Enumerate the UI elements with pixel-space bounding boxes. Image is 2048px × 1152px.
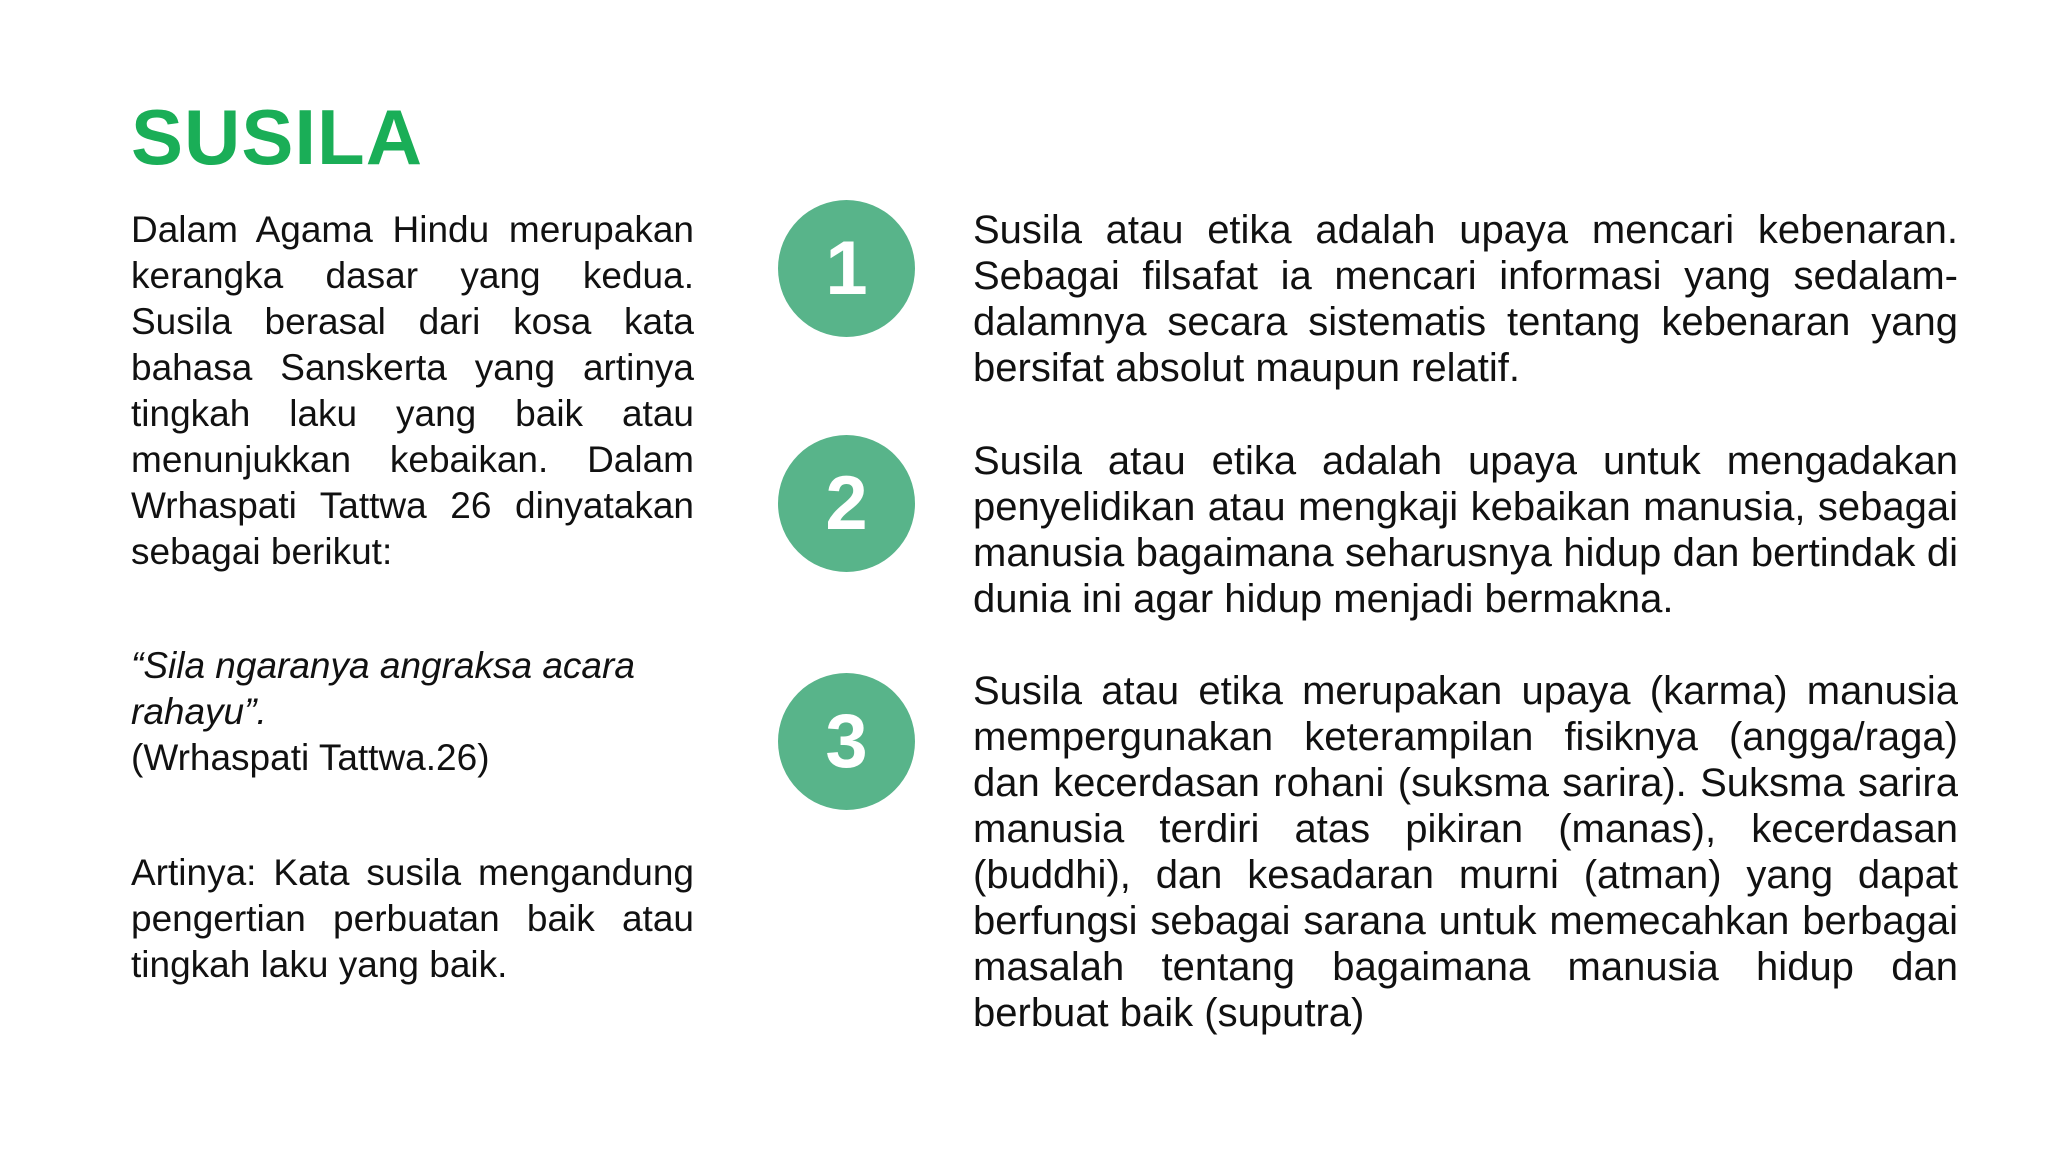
quote-source: (Wrhaspati Tattwa.26) bbox=[131, 737, 490, 778]
point-text-3: Susila atau etika merupakan upaya (karma) manusia mempergunakan keterampilan fisiknya (angga/raga) dan kecerdasan rohani (suksma sarira). Suksma sarira manusia terdiri atas pikiran (manas), kecerdasan (buddhi), dan kesadaran murni (atman) yang dapat berfungsi sebagai sarana untuk memecahkan berbagai masalah tentang bagaimana manusia hidup dan berbuat baik (suputra) bbox=[973, 669, 1958, 1035]
intro-section bbox=[131, 207, 694, 575]
intro-paragraph: Dalam Agama Hindu merupakan kerangka dasar yang kedua. Susila berasal dari kosa kata bahasa Sanskerta yang artinya tingkah laku yang baik atau menunjukkan kebaikan. Dalam Wrhaspati Tattwa 26 dinyatakan sebagai berikut: bbox=[131, 209, 694, 572]
meaning-paragraph: Artinya: Kata susila mengandung pengertian perbuatan baik atau tingkah laku yang baik. bbox=[131, 852, 694, 985]
point-text-2: Susila atau etika adalah upaya untuk mengadakan penyelidikan atau mengkaji kebaikan manusia, sebagai manusia bagaimana seharusnya hidup dan bertindak di dunia ini agar hidup menjadi bermakna. bbox=[973, 439, 1958, 621]
number-badge-2: 2 bbox=[778, 435, 915, 572]
quote-text: “Sila ngaranya angraksa acara rahayu”. bbox=[131, 645, 635, 732]
number-badge-1: 1 bbox=[778, 200, 915, 337]
point-text-1: Susila atau etika adalah upaya mencari kebenaran. Sebagai filsafat ia mencari informasi yang sedalam-dalamnya secara sistematis tentang kebenaran yang bersifat absolut maupun relatif. bbox=[973, 208, 1958, 390]
number-badge-3: 3 bbox=[778, 673, 915, 810]
quote-block bbox=[131, 643, 694, 781]
slide-title: SUSILA bbox=[131, 93, 424, 181]
